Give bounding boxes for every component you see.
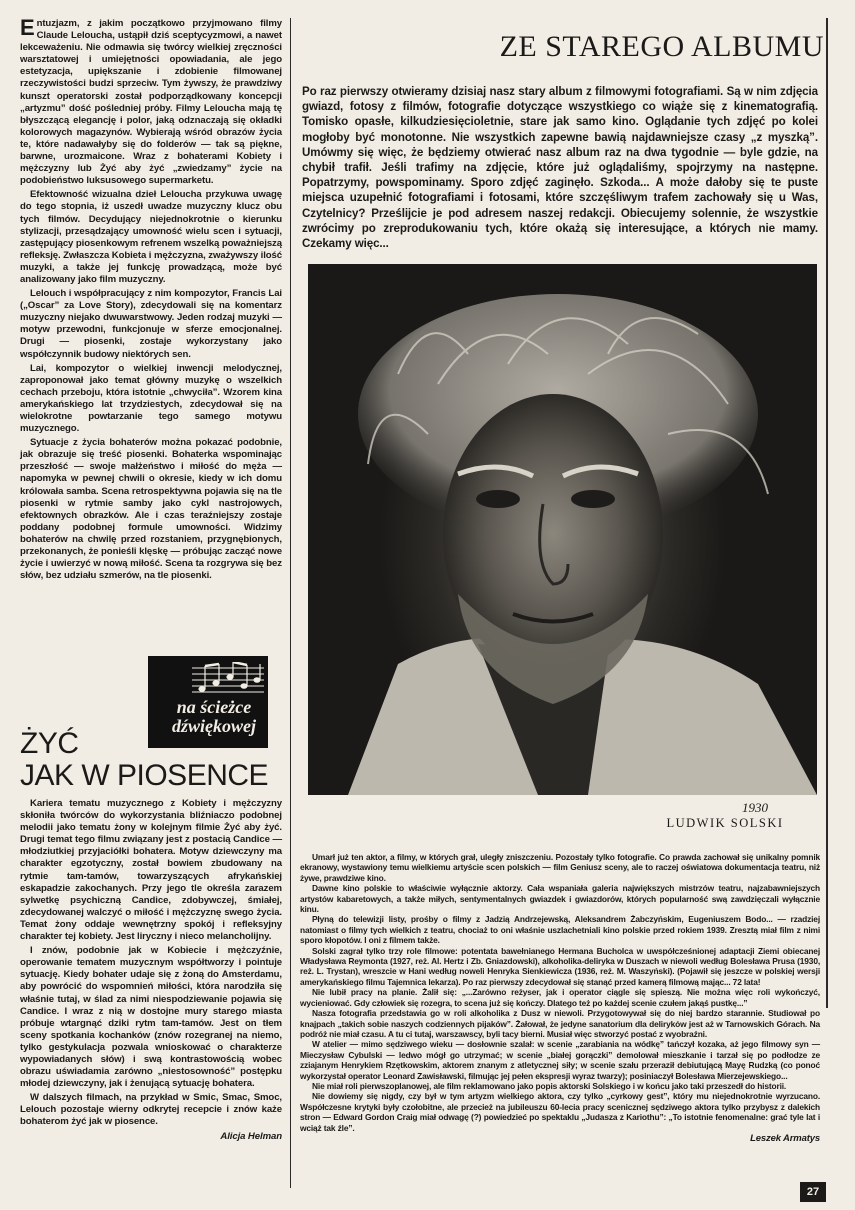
article-paragraph: Kariera tematu muzycznego z Kobiety i mężczyzny skłoniła twórców do wykorzystania bliźniaczo podobnej melodii jako tematu żony w kolejnym filmie Żyć aby żyć. Drugi temat tego filmu związany jest z postacią Candice — młodziutkiej przyjaciółki bohatera. Motyw dziewczyny ma charakter egzotyczny, został bowiem zbudowany na rytmie tam-tamów, towarzyszących afrykańskiej eskapadzie zakochanych. Przy jego tle określa zarazem sylwetkę psychiczną Candice, zdobywczej, śmiałej, zdecydowanej walczyć o miłość i mężczyznę swego życia. Temat żony oddaje wewnętrzny spokój i refleksyjny charakter tej kobiety. Jest liryczny i nieco melancholijny.	[20, 798, 282, 943]
article-paragraph: Entuzjazm, z jakim początkowo przyjmowano filmy Claude Leloucha, ustąpił dziś sceptycyzmowi, a nawet lekceważeniu. Nie odmawia się twórcy wielkiej zręczności warsztatowej i umiejętności opowiadania, ale jego estetyzacja, upiększanie i zdobienie filmowanej rzeczywistości budzi sprzeciw. Tym żywszy, że prawdziwy kunszt operatorski został podporządkowany koncepcji „artyzmu” dość pośledniej próby. Filmy Leloucha mają tę błyszczącą elegancję i polor, jaką odznaczają się okładki kolorowych magazynów. Wybierają wśród obrazów życia te, które nadawałyby się do folderów — tak są piękne, barwne, urozmaicone. Wraz z bohaterami Kobiety i mężczyzny lub Żyć aby żyć „zwiedzamy” życie na podobieństwo luksusowego supermarketu.	[20, 15, 282, 187]
article-paragraph: Nie miał roli pierwszoplanowej, ale film reklamowano jako popis aktorski Solskiego i w końcu jako taki przeszedł do historii.	[312, 1080, 787, 1091]
album-intro: Po raz pierwszy otwieramy dzisiaj nasz stary album z filmowymi fotografiami. Są w nim zdjęcia gwiazd, fotosy z filmów, fotografie dotyczące wszystkiego co wiąże się z kinematografią. Tomisko opasłe, kilkudziesięcioletnie, stare jak samo kino. Oglądanie tych zdjęć po kolei mogłoby być monotonne. Nie wszystkich zapewne bawią najdawniejsze czasy „z myszką”. Umówmy się więc, że będziemy otwierać nasz album raz na dwa tygodnie — byle gdzie, na chybił trafił. Jeśli trafimy na zdjęcie, które już oglądaliśmy, spojrzymy na następne. Popatrzymy, powspominamy. Sporo zdjęć zaginęło. Szkoda... A może dałoby się te puste miejsca uzupełnić fotografiami i fotosami, które szczęśliwym trafem zachowały się u Was, Czytelnicy? Prześlijcie je pod adresem naszej redakcji. Obiecujemy solennie, że wszystkie zwrócimy po zreprodukowaniu tych, które okażą się interesujące, a których nie mamy. Czekamy więc...	[302, 85, 818, 251]
article-paragraph: Dawne kino polskie to właściwie wyłącznie aktorzy. Cała wspaniała galeria największych mistrzów teatru, najzabawniejszych artystów kabaretowych, a także miłych, sentymentalnych gwiazdek i gwiazdorów, których popularność swą zawdzięczali wyłącznie kinu.	[300, 883, 820, 915]
photo-caption: LUDWIK SOLSKI	[666, 816, 784, 830]
article-paragraph: Umarł już ten aktor, a filmy, w których grał, uległy zniszczeniu. Pozostały tylko fotografie. Co prawda zachował się unikalny pomnik ekranowy, wystawiony temu wielkiemu artyście scen polskich — film Geniusz sceny, ale to raczej oświatowa dokumentacja teatru, niż żywe, prawdziwe kino.	[300, 852, 820, 883]
headline: ŻYĆ JAK W PIOSENCE	[20, 727, 269, 792]
article-paragraph: W dalszych filmach, na przykład w Smic, Smac, Smoc, Lelouch pozostaje wierny odkrytej recepcie i znów każe bohaterom żyć jak w piosence.	[20, 1092, 282, 1128]
page-number: 27	[800, 1182, 826, 1202]
article-author: Leszek Armatys	[750, 1132, 820, 1144]
article-paragraph: Płyną do telewizji listy, prośby o filmy z Jadzią Andrzejewską, Aleksandrem Żabczyńskim, Eugeniuszem Bodo... — rzadziej natomiast o filmy tych wielkich z teatru, chociaż to oni właśnie uszlachetniali kino polskie przed rokiem 1939. Zresztą miał film z nimi sporo kłopotów. I oni z filmem także.	[300, 914, 820, 946]
article-paragraph: Solski zagrał tylko trzy role filmowe: potentata bawełnianego Hermana Bucholca w uwspółcześnionej adaptacji Ziemi obiecanej Władysława Reymonta (1927, reż. Al. Hertz i Zb. Gniazdowski), alkoholika-delirykа w Duszach w niewoli według Bolesława Prusa (1930, reż. L. Trystan), wreszcie w Hani według noweli Henryka Sienkiewicza (1936, reż. M. Waszyński). (Pojawił się jeszcze w polskiej wersji amerykańskiego filmu Tajemnica lekarza). Po raz pierwszy zdecydował się stanąć przed kamerą filmową mając... 72 lata!	[300, 945, 820, 987]
lelouch-article-column	[20, 15, 282, 584]
article-paragraph: I znów, podobnie jak w Kobiecie i mężczyźnie, operowanie tematem muzycznym współtworzy i pointuje sytuację. Kiedy bohater udaje się z żoną do Amsterdamu, aby powrócić do wspomnień miłości, która narodziła się właśnie tutaj, w ślad za nimi niespodziewanie pojawia się Candice. I wraz z nią w dostojne mury starego miasta próbuje wtargnąć dziki rytm tam-tamów. Jest on tłem sceny spotkania kochanków (znów rozegranej na niemo, tylko gestykulacja pozwala wnioskować o charakterze wypowiadanych słów) i swą kontrastowością wobec obrazu uświadamia zarówno „niestosowność” postępku młodej dziewczyny, jak i żenującą sytuację bohatera.	[20, 945, 282, 1090]
article-paragraph: Efektowność wizualna dzieł Leloucha przykuwa uwagę do tego stopnia, iż uszedł uwadze muzyczny klucz obu tych filmów. Decydujący niejednokrotnie o kierunku stylizacji, przesądzający umowność wielu scen i sytuacji, zastępujący piosenkowym refrenem wszelką poważniejszą refleksję. Zwłaszcza Kobieta i mężczyzna, zważywszy ilość muzyki, a także jej funkcję prowadzącą, może być analizowany jako film muzyczny.	[20, 189, 282, 285]
article-author: Alicja Helman	[220, 1130, 282, 1142]
article-paragraph: Lelouch i współpracujący z nim kompozytor, Francis Lai („Oscar” za Love Story), zdecydowali się na komentarz muzyczny niejako dwuwarstwowy. Jeden rodzaj muzyki — motyw przewodni, funkcjonuje w sferze emocjonalnej. Drugi — piosenki, zostaje wykorzystany jako współczynnik budowy niektórych sen.	[20, 288, 282, 360]
album-title: ZE STAREGO ALBUMU	[499, 30, 824, 63]
article-paragraph: Sytuacje z życia bohaterów można pokazać podobnie, jak obrazuje się treść piosenki. Bohaterka wspominając przeszłość — swoje małżeństwo i miłość do męża — napomyka w pewnej chwili o okresie, kiedy w ich domu królowała samba. Scena retrospektywna pojawia się na tle piosenki w rytmie samby jako cykl nastrojowych, efektownych obrazków. Ale i czas teraźniejszy zostaje poddany podobnej formule umowności. Widzimy bohaterów na chwilę przed rozstaniem, przygnębionych, przekonanych, że ponieśli klęskę — próbując zacząć nowe życie i uwierzyć w nową miłość. Scena ta rozgrywa się bez słów, bez udziału szmerów, na tle piosenki.	[20, 437, 282, 582]
music-article-column	[20, 798, 282, 1143]
article-paragraph: Nie dowiemy się nigdy, czy był w tym artyzm wielkiego aktora, czy tylko „cyrkowy gest”, który mu niejednokrotnie wyrzucano. Współczesne krytyki były czołobitne, ale przecież na jubileuszu 60-lecia pracy scenicznej sędziwego aktora tylko przybysz z dalekich stron — Edward Gordon Craig miał odwagę (?) powiedzieć po spektaklu „Judasza z Kariothu”: „To istotnie fenomenalne: grać tyle lat i wciąż tak źle”.	[300, 1091, 820, 1133]
photo-year: 1930	[742, 800, 768, 815]
solski-article	[300, 852, 820, 1144]
column-divider	[290, 18, 291, 1188]
music-staff-icon	[192, 662, 264, 700]
article-paragraph: Nasza fotografia przedstawia go w roli alkoholika z Dusz w niewoli. Przygotowywał się do niej bardzo starannie. Studiował po knajpach „takich sobie naszych codziennych pijaków”. Żałował, że jedyne sanatorium dla delirykόw jest aż w Tarnowskich Górach. Na podróż nie miał czasu. A tu ci tutaj, warszawscy, byli tacy bierni. Musiał więc stworzyć postać z wyobraźni.	[300, 1008, 820, 1039]
column-divider	[826, 18, 828, 1008]
portrait-photo	[308, 264, 817, 795]
article-paragraph: Nie lubił pracy na planie. Żalił się: „...Zarówno reżyser, jak i operator ciągle się spieszą. Nie można więc roli wykończyć, wycieniować. Gdy człowiek się rozegra, to scena już się kończy. Dlatego też po każdej scenie czułem jakąś pustkę...”	[300, 987, 820, 1008]
section-badge-label: na ścieżce dźwiękowej	[172, 697, 256, 736]
drop-cap: E	[20, 15, 35, 40]
article-paragraph: Lai, kompozytor o wielkiej inwencji melodycznej, zaproponował jako temat główny muzykę o wszelkich cechach przeboju, która istotnie „chwyciła”. Wzorem kina amerykańskiego lat trzydziestych, zdecydował się na wielokrotne powtarzanie tego samego motywu muzycznego.	[20, 362, 282, 435]
article-paragraph: W atelier — mimo sędziwego wieku — dosłownie szalał: w scenie „zarabiania na wódkę” tańczył kozaka, aż jego filmowy syn — Mieczysław Cybulski — ledwo mógł go utrzymać; w scenie „białej gorączki” demolował mieszkanie i tarzał się po podłodze ze zziajanym Henrykiem Rzętkowskim, aktorem znanym z atletycznej siły; w scenie szału przeraził debiutującą Mayę Rudzką (co ponoć wykorzystał operator Leonard Zawisławski, filmując jej pełen ekspresji wyraz twarzy); posiniaczył Bolesława Mierzejewskiego...	[300, 1039, 820, 1081]
